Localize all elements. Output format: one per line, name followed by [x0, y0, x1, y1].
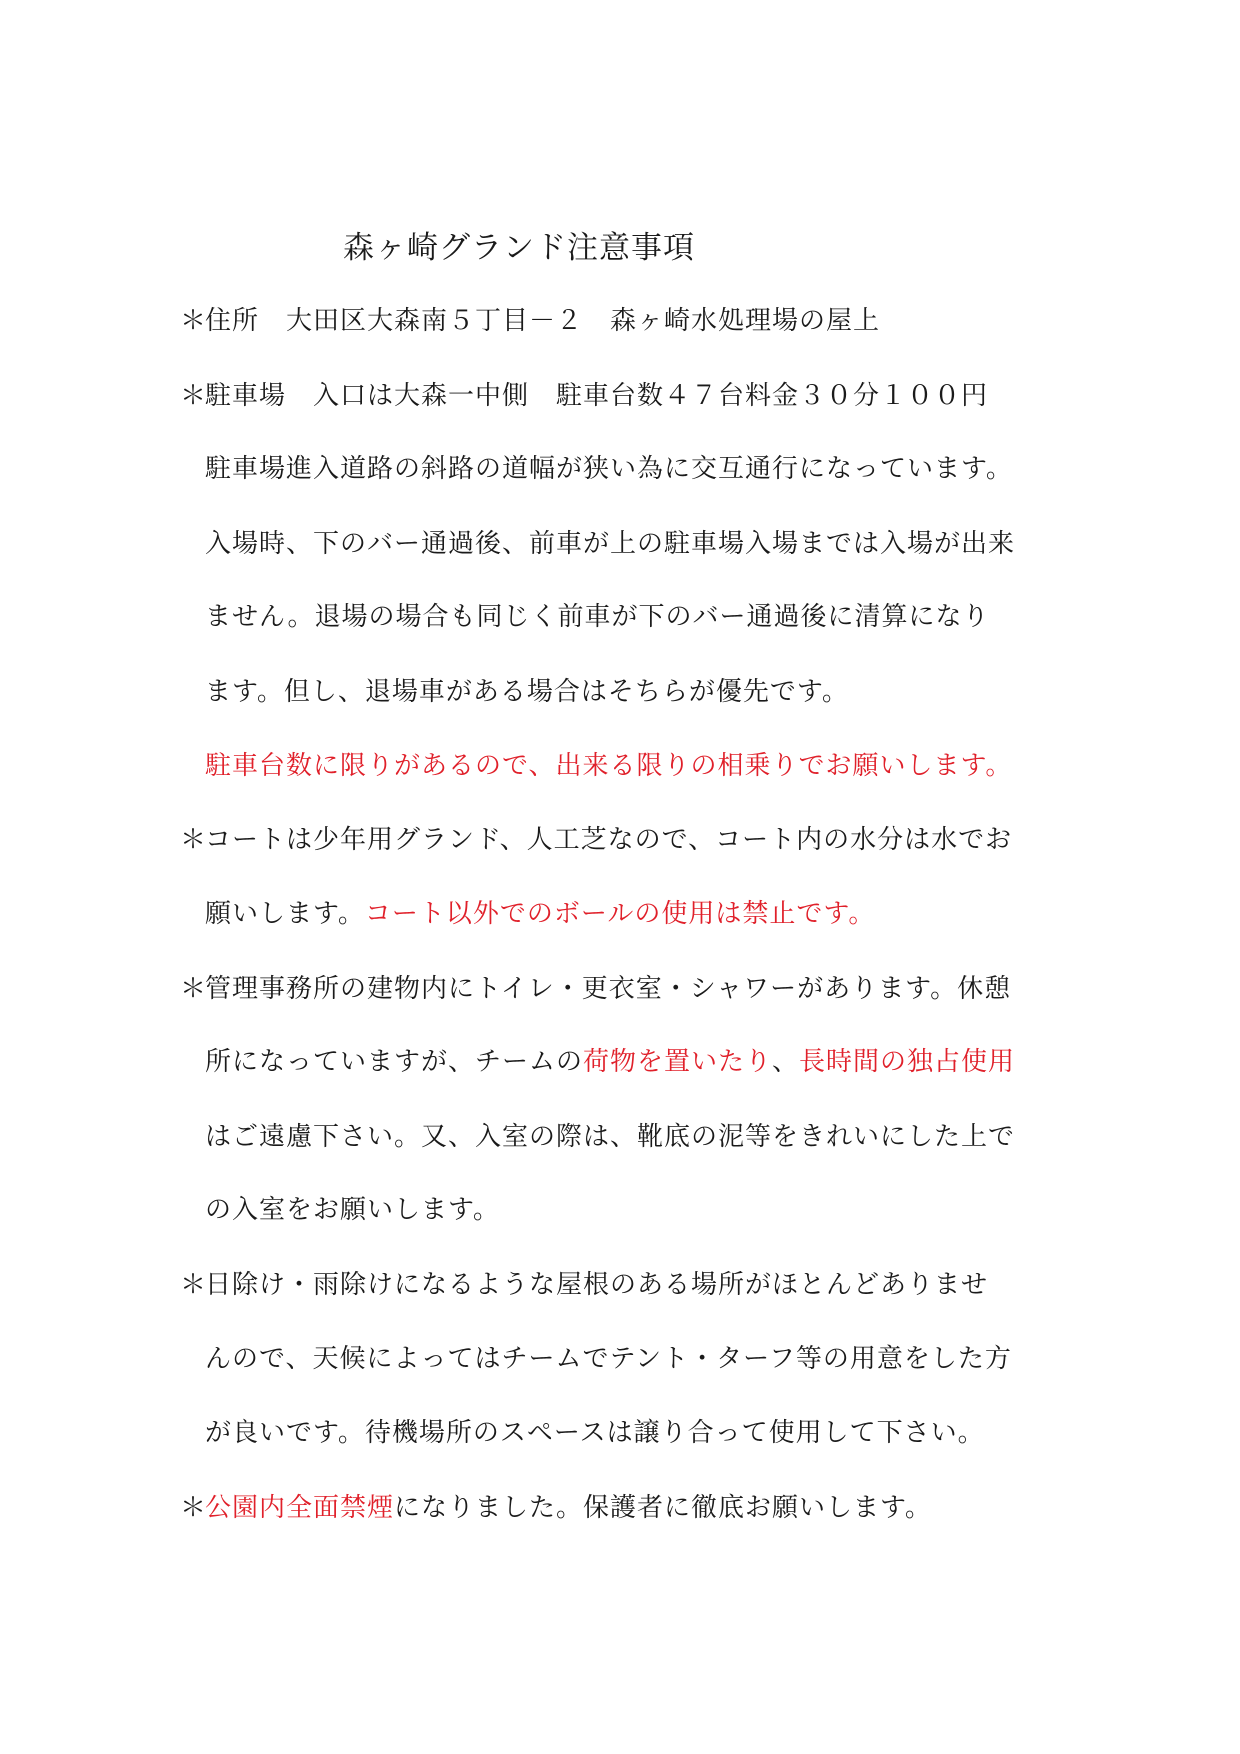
- parking-line-1: 駐車場進入道路の斜路の道幅が狭い為に交互通行になっています。: [205, 454, 1013, 484]
- office-text-2a: 所になっていますが、チームの: [205, 1047, 584, 1077]
- bullet-asterisk: ＊: [180, 974, 208, 1004]
- parking-line-3: ません。退場の場合も同じく前車が下のバー通過後に清算になり: [205, 602, 990, 632]
- office-line-2: [205, 1045, 1015, 1079]
- bullet-asterisk: ＊: [180, 1270, 208, 1300]
- ball-use-prohibited-notice: コート以外でのボールの使用は禁止です。: [364, 899, 876, 929]
- court-line-2: [205, 897, 875, 931]
- parking-heading-text: 駐車場 入口は大森一中側 駐車台数４７台料金３０分１００円: [205, 381, 989, 411]
- court-text-2: 願いします。: [205, 899, 365, 929]
- office-line-4: の入室をお願いします。: [205, 1195, 500, 1225]
- parking-heading-line: [180, 379, 988, 413]
- parking-carpool-notice: 駐車台数に限りがあるので、出来る限りの相乗りでお願いします。: [205, 751, 1013, 781]
- office-line-3: はご遠慮下さい。又、入室の際は、靴底の泥等をきれいにした上で: [205, 1122, 1016, 1152]
- office-line-1: [180, 972, 1011, 1006]
- parking-line-2: 入場時、下のバー通過後、前車が上の駐車場入場までは入場が出来: [205, 529, 1016, 559]
- court-text-1: コートは少年用グランド、人工芝なので、コート内の水分は水でお: [205, 825, 1013, 855]
- bullet-asterisk: ＊: [180, 1493, 208, 1523]
- bullet-asterisk: ＊: [180, 381, 208, 411]
- bullet-asterisk: ＊: [180, 825, 208, 855]
- court-line-1: [180, 823, 1012, 857]
- bullet-asterisk: ＊: [180, 306, 208, 336]
- address-line: [180, 304, 880, 338]
- shade-text-1: 日除け・雨除けになるような屋根のある場所がほとんどありませ: [205, 1270, 989, 1300]
- shade-line-2: んので、天候によってはチームでテント・ターフ等の用意をした方: [205, 1344, 1012, 1374]
- exclusive-use-notice: 長時間の独占使用: [799, 1047, 1016, 1077]
- luggage-notice: 荷物を置いたり: [583, 1047, 773, 1077]
- shade-line-1: [180, 1268, 988, 1302]
- smoking-text: になりました。保護者に徹底お願いします。: [394, 1493, 932, 1523]
- shade-line-3: が良いです。待機場所のスペースは譲り合って使用して下さい。: [205, 1418, 985, 1448]
- no-smoking-notice: 公園内全面禁煙: [205, 1493, 395, 1523]
- office-text-2b: 、: [772, 1047, 800, 1077]
- address-text: 住所 大田区大森南５丁目－２ 森ヶ崎水処理場の屋上: [205, 306, 881, 336]
- smoking-line: [180, 1491, 932, 1525]
- office-text-1: 管理事務所の建物内にトイレ・更衣室・シャワーがあります。休憩: [205, 974, 1012, 1004]
- parking-line-4: ます。但し、退場車がある場合はそちらが優先です。: [205, 677, 849, 707]
- page-title: 森ヶ崎グランド注意事項: [343, 230, 695, 266]
